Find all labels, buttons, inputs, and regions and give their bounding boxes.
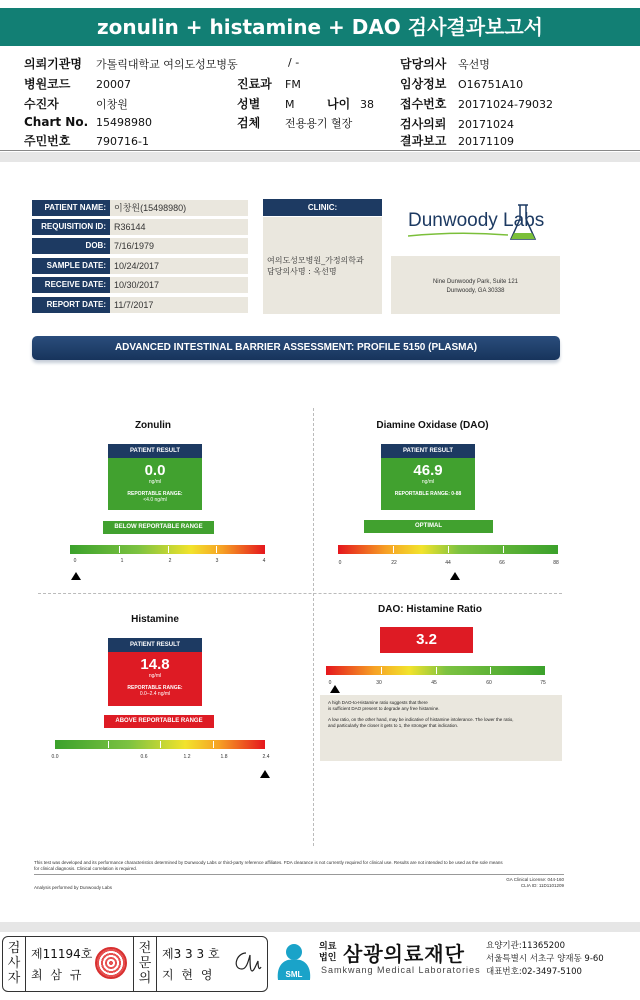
report-date-label: REPORT DATE: xyxy=(32,297,110,313)
dao-tick-label: 0 xyxy=(338,560,342,566)
dao-result-header: PATIENT RESULT xyxy=(381,444,475,458)
zonulin-value: 0.0 xyxy=(144,462,166,479)
histamine-result-box xyxy=(108,652,202,706)
institution-info xyxy=(486,940,604,979)
ratio-marker-icon xyxy=(330,685,340,693)
lab-address xyxy=(391,256,560,314)
dao-scale-bar xyxy=(338,545,558,554)
institution-code: 요양기관:11365200 xyxy=(486,941,565,951)
ratio-tick-label: 30 xyxy=(376,680,382,686)
header-divider xyxy=(0,150,640,151)
header-field-specimen: 검체 전용용기 혈장 xyxy=(237,116,353,130)
header-field-receipt-no: 접수번호 20171024-79032 xyxy=(400,97,553,111)
corp-type-line1: 의료 xyxy=(319,942,337,952)
receive-date-label: RECEIVE DATE: xyxy=(32,277,110,293)
requisition-id-label: REQUISITION ID: xyxy=(32,219,110,235)
scale-tick xyxy=(216,546,217,553)
page-separator-bottom xyxy=(0,922,640,932)
page-separator xyxy=(0,152,640,162)
ratio-tick-label: 60 xyxy=(486,680,492,686)
ratio-value: 3.2 xyxy=(380,627,473,653)
logo-swoosh-icon xyxy=(408,232,508,238)
dao-title: Diamine Oxidase (DAO) xyxy=(376,420,489,431)
requisition-id-value: R36144 xyxy=(110,219,248,235)
clinic-header: CLINIC: xyxy=(263,199,382,216)
header-field-institution: 의뢰기관명 가톨릭대학교 여의도성모병동 xyxy=(24,57,238,71)
zonulin-result-header: PATIENT RESULT xyxy=(108,444,202,458)
dao-value: 46.9 xyxy=(413,462,443,479)
lab-logo-text: Dunwoody Labs xyxy=(408,210,545,231)
assessment-banner: ADVANCED INTESTINAL BARRIER ASSESSMENT: PROFILE 5150 (PLASMA) xyxy=(32,336,560,360)
reviewer-name: 지 현 영 xyxy=(162,968,215,982)
sml-logo-icon xyxy=(272,940,316,986)
dao-tick-label: 44 xyxy=(445,560,451,566)
header-field-resident-no: 주민번호 790716-1 xyxy=(24,134,149,148)
license-info xyxy=(440,877,564,889)
header-field-hospital-code: 병원코드 20007 xyxy=(24,77,131,91)
histamine-range-label: REPORTABLE RANGE: xyxy=(127,685,183,691)
header-field-clinical-info: 임상정보 O16751A10 xyxy=(400,77,524,91)
scale-tick xyxy=(393,546,394,553)
header-field-chart-no: Chart No. 15498980 xyxy=(24,115,152,129)
signature-divider xyxy=(133,936,134,992)
scale-tick xyxy=(436,667,437,674)
histamine-scale-bar xyxy=(55,740,265,749)
ratio-note-high: A high DAO-to-Histamine ratio suggests that there is sufficient DAO present to degrade any free histamine. xyxy=(328,700,440,711)
ratio-tick-label: 0 xyxy=(328,680,332,686)
ratio-note-low: A low ratio, on the other hand, may be indicative of histamine intolerance. The lower the ratio, and particularly the closer it gets to 1, the stronger that indication. xyxy=(328,717,514,728)
patient-name-value: 이창원(15498980) xyxy=(110,200,248,216)
clinic-info xyxy=(263,217,382,314)
scale-tick xyxy=(381,667,382,674)
scale-tick xyxy=(503,546,504,553)
institution-address: 서울특별시 서초구 양재동 9-60 xyxy=(486,954,604,964)
dao-marker-icon xyxy=(450,572,460,580)
dao-tick-label: 22 xyxy=(391,560,397,566)
performed-by: Analysis performed by Dunwoody Labs xyxy=(34,885,113,890)
ratio-scale-bar xyxy=(326,666,545,675)
zonulin-tick-label: 3 xyxy=(215,558,219,564)
histamine-marker-icon xyxy=(260,770,270,778)
signature-divider xyxy=(25,936,26,992)
receive-date-value: 10/30/2017 xyxy=(110,277,248,293)
header-field-request-date: 검사의뢰 20171024 xyxy=(400,117,514,131)
zonulin-unit: ng/ml xyxy=(148,479,162,485)
disclaimer-line1: This test was developed and its performance characteristics determined by Dunwoody Labs or third-party reference affiliates. FDA clearance is not currently required for clinical use. Results are not intended to be used as the sole means xyxy=(34,860,503,865)
dao-range-label: REPORTABLE RANGE: 0-88 xyxy=(394,491,462,497)
footer-divider xyxy=(34,874,564,875)
reviewer-license-no: 제3 3 3 호 xyxy=(162,947,220,961)
panel-divider-horizontal xyxy=(38,593,562,594)
corp-type-line2: 법인 xyxy=(319,953,337,963)
tester-seal-icon xyxy=(95,947,127,979)
tester-license-no: 제11194호 xyxy=(31,947,93,961)
histamine-title: Histamine xyxy=(131,614,179,625)
corp-type xyxy=(319,942,336,964)
histamine-result-header: PATIENT RESULT xyxy=(108,638,202,652)
scale-tick xyxy=(448,546,449,553)
header-field-dept-slash: / - xyxy=(288,56,300,69)
zonulin-range-label: REPORTABLE RANGE: xyxy=(127,491,183,497)
histamine-tick-label: 1.2 xyxy=(183,754,191,760)
zonulin-status: BELOW REPORTABLE RANGE xyxy=(103,521,214,534)
tester-label: 검 사 자 xyxy=(7,941,21,986)
clinical-license: GA Clinical License: 044-160 xyxy=(506,877,564,882)
scale-tick xyxy=(108,741,109,748)
ratio-tick-label: 75 xyxy=(540,680,546,686)
dao-tick-label: 88 xyxy=(553,560,559,566)
zonulin-title: Zonulin xyxy=(134,420,172,431)
header-field-department: 진료과 FM xyxy=(237,77,301,91)
sml-logo-text: SML xyxy=(285,970,303,979)
scale-tick xyxy=(213,741,214,748)
reviewer-label: 전 문 의 xyxy=(138,941,152,986)
disclaimer xyxy=(34,860,564,872)
zonulin-marker-icon xyxy=(71,572,81,580)
zonulin-tick-label: 1 xyxy=(120,558,124,564)
scale-tick xyxy=(160,741,161,748)
ratio-note xyxy=(320,695,562,761)
header-field-patient: 수진자 이창원 xyxy=(24,97,128,111)
histamine-tick-label: 1.8 xyxy=(220,754,228,760)
clinic-name: 여의도성모병원_가정의학과 xyxy=(267,256,364,265)
clinic-doctor: 담당의사명 : 옥선명 xyxy=(267,267,337,276)
zonulin-result-box xyxy=(108,458,202,510)
histamine-tick-label: 0.0 xyxy=(51,754,59,760)
report-title: zonulin + histamine + DAO 검사결과보고서 xyxy=(0,8,640,46)
dob-value: 7/16/1979 xyxy=(110,238,248,254)
zonulin-scale-bar xyxy=(70,545,265,554)
histamine-range-value: 0.0–2.4 ng/ml xyxy=(139,691,171,697)
institution-name: 삼광의료재단 xyxy=(343,942,465,966)
histamine-status: ABOVE REPORTABLE RANGE xyxy=(104,715,214,728)
lab-address-line2: Dunwoody, GA 30338 xyxy=(446,288,505,294)
sample-date-label: SAMPLE DATE: xyxy=(32,258,110,274)
scale-tick xyxy=(119,546,120,553)
dao-result-box xyxy=(381,458,475,510)
zonulin-tick-label: 2 xyxy=(168,558,172,564)
dob-label: DOB: xyxy=(32,238,110,254)
header-field-age: 나이 38 xyxy=(327,97,374,111)
tester-name: 최 삼 규 xyxy=(31,968,84,982)
zonulin-tick-label: 0 xyxy=(73,558,77,564)
lab-address-line1: Nine Dunwoody Park, Suite 121 xyxy=(432,279,519,285)
institution-name-en: Samkwang Medical Laboratories xyxy=(321,965,481,975)
panel-divider-vertical xyxy=(313,408,314,846)
report-date-value: 11/7/2017 xyxy=(110,297,248,313)
dao-tick-label: 66 xyxy=(499,560,505,566)
dao-unit: ng/ml xyxy=(421,479,435,485)
patient-name-label: PATIENT NAME: xyxy=(32,200,110,216)
zonulin-range-value: <4.0 ng/ml xyxy=(143,497,167,503)
flask-icon xyxy=(508,203,538,243)
disclaimer-line2: for clinical diagnosis. Clinical correlation is required. xyxy=(34,866,138,871)
reviewer-signature-icon xyxy=(228,945,262,979)
header-field-report-date: 결과보고 20171109 xyxy=(400,134,514,148)
institution-phone: 대표번호:02-3497-5100 xyxy=(486,967,582,977)
histamine-unit: ng/ml xyxy=(148,673,162,679)
ratio-title: DAO: Histamine Ratio xyxy=(378,604,482,615)
header-field-sex: 성별 M xyxy=(237,97,295,111)
signature-divider xyxy=(156,936,157,992)
histamine-tick-label: 0.6 xyxy=(140,754,148,760)
ratio-tick-label: 45 xyxy=(431,680,437,686)
dao-status: OPTIMAL xyxy=(364,520,493,533)
header-field-doctor: 담당의사 옥선명 xyxy=(400,57,490,71)
clia-id: CLIA ID: 11D1101209 xyxy=(520,883,564,888)
sample-date-value: 10/24/2017 xyxy=(110,258,248,274)
scale-tick xyxy=(490,667,491,674)
zonulin-tick-label: 4 xyxy=(262,558,266,564)
histamine-value: 14.8 xyxy=(140,656,170,673)
histamine-tick-label: 2.4 xyxy=(262,754,270,760)
scale-tick xyxy=(168,546,169,553)
